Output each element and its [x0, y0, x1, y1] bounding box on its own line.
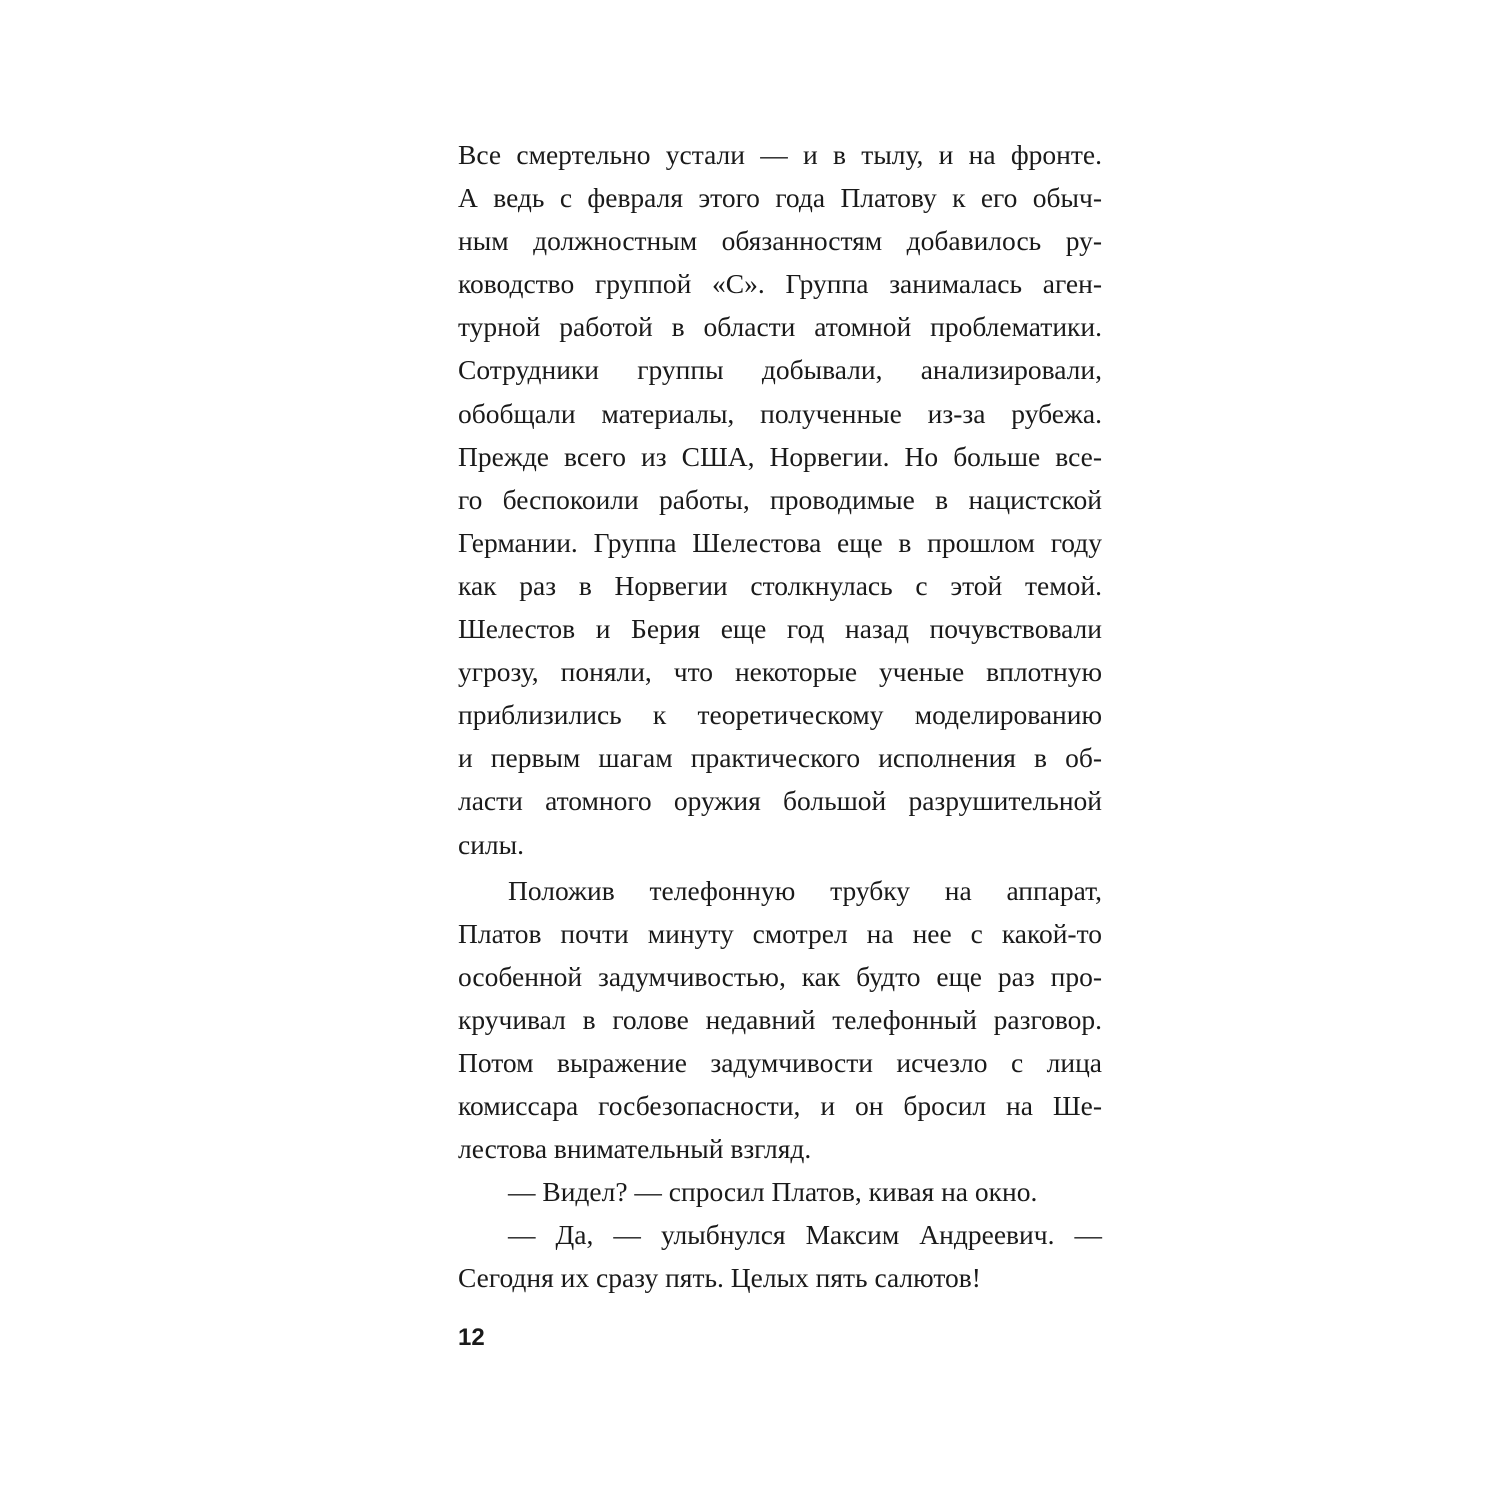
text-line: комиссара госбезопасности, и он бросил на Ше- — [458, 1090, 1102, 1122]
text-line: кручивал в голове недавний телефонный разговор. — [458, 1003, 1102, 1035]
text-line: приблизились к теоретическому моделированию — [458, 699, 1102, 731]
text-line: ласти атомного оружия большой разрушительной — [458, 785, 1102, 817]
text-line: Шелестов и Берия еще год назад почувствовали — [458, 613, 1102, 645]
text-line: угрозу, поняли, что некоторые ученые вплотную — [458, 656, 1102, 688]
body-text — [458, 133, 1102, 1300]
dialogue-line: — Да, — улыбнулся Максим Андреевич. — — [508, 1219, 1102, 1251]
dialogue-line: — Видел? — спросил Платов, кивая на окно. — [508, 1176, 1038, 1208]
text-line: Положив телефонную трубку на аппарат, — [508, 874, 1102, 906]
paragraph-2 — [458, 869, 1102, 1171]
text-line: как раз в Норвегии столкнулась с этой темой. — [458, 569, 1102, 601]
text-line: го беспокоили работы, проводимые в нацистской — [458, 483, 1102, 515]
text-line: Германии. Группа Шелестова еще в прошлом году — [458, 526, 1102, 558]
text-line: Прежде всего из США, Норвегии. Но больше все- — [458, 440, 1102, 472]
text-line: Сотрудники группы добывали, анализировали, — [458, 354, 1102, 386]
text-line: обобщали материалы, полученные из-за рубежа. — [458, 397, 1102, 429]
text-line: особенной задумчивостью, как будто еще раз про- — [458, 960, 1102, 992]
text-line: Все смертельно устали — и в тылу, и на фронте. — [458, 139, 1102, 170]
text-line: ководство группой «С». Группа занималась аген- — [458, 268, 1102, 300]
text-line: лестова внимательный взгляд. — [458, 1133, 812, 1165]
page-number: 12 — [458, 1324, 485, 1351]
text-line: Потом выражение задумчивости исчезло с лица — [458, 1046, 1102, 1078]
text-line: А ведь с февраля этого года Платову к его обыч- — [458, 182, 1102, 214]
text-line: Платов почти минуту смотрел на нее с какой-то — [458, 917, 1102, 949]
text-line: ным должностным обязанностям добавилось ру- — [458, 225, 1102, 257]
paragraph-1 — [458, 133, 1102, 866]
text-line: и первым шагам практического исполнения в об- — [458, 742, 1102, 774]
text-line: турной работой в области атомной проблематики. — [458, 311, 1102, 343]
text-line: силы. — [458, 828, 524, 860]
paragraph-3 — [458, 1170, 1102, 1213]
dialogue-line: Сегодня их сразу пять. Целых пять салютов! — [458, 1262, 981, 1294]
paragraph-4 — [458, 1213, 1102, 1299]
